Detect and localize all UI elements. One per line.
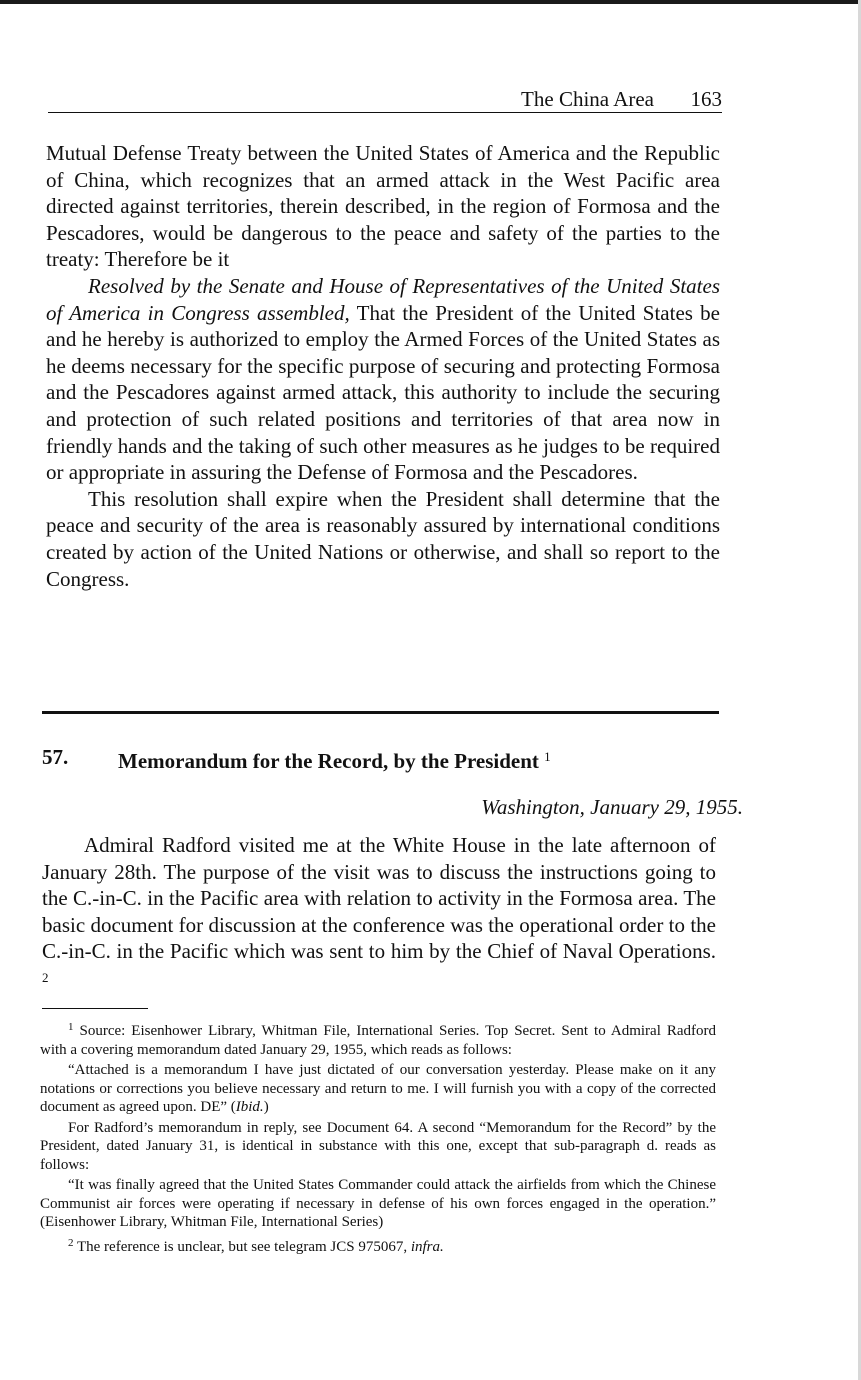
- resolved-text: That the President of the United States be and he hereby is authorized to employ the Armed Forces of the United States as he deems necessary for the specific purpose of securing and protecting Formosa and the Pescadores against armed attack, this authority to include the securing and protection of such related positions and territories of that area now in friendly hands and the taking of such other measures as he judges to be required or appropriate in assuring the Defense of Formosa and the Pescadores.: [46, 300, 721, 485]
- title-footnote-mark: 1: [544, 749, 551, 764]
- resolution-paragraph-2: [46, 273, 720, 486]
- memorandum-body: [42, 832, 716, 996]
- page-number: 163: [690, 87, 722, 111]
- dateline: Washington, January 29, 1955.: [481, 795, 743, 819]
- footnote-2: [40, 1234, 716, 1257]
- body-footnote-mark: 2: [42, 969, 49, 985]
- footnote-2-mark: 2: [68, 1236, 74, 1249]
- footnote-1-quote-1-text: “Attached is a memorandum I have just dictated of our conversation yesterday. Please make on it any notations or corrections you believe necessary and return to me. I will furnish you with a copy of the corrected document as agreed upon. DE” (: [40, 1062, 716, 1115]
- memorandum-paragraph: [42, 832, 716, 996]
- footnotes: [40, 1018, 716, 1258]
- document-number: 57.: [42, 745, 69, 769]
- footnote-1-mark: 1: [68, 1021, 74, 1033]
- resolved-clause: Resolved by the Senate and House of Representatives of the United States of America in Congress assembled,: [46, 273, 720, 325]
- resolution-paragraph-1: Mutual Defense Treaty between the United States of America and the Republic of China, which recognizes that an armed attack in the West Pacific area directed against territories, therein described, in the region of Formosa and the Pescadores, would be dangerous to the peace and safety of the parties to the treaty: Therefore be it: [46, 141, 720, 272]
- footnote-1-paragraph-2: For Radford’s memorandum in reply, see Document 64. A second “Memorandum for the Record” by the President, dated January 31, is identical in substance with this one, except that sub-paragraph d. reads as follows:: [40, 1119, 716, 1173]
- resolution-text: [46, 140, 720, 592]
- memorandum-text: Admiral Radford visited me at the White House in the late afternoon of January 28th. The purpose of the visit was to discuss the instructions going to the C.-in-C. in the Pacific area with relation to activity in the Formosa area. The basic document for discussion at the conference was the operational order to the C.-in-C. in the Pacific which was sent to him by the Chief of Naval Operations.: [42, 833, 716, 964]
- footnote-2-text: The reference is unclear, but see telegram JCS 975067,: [73, 1238, 411, 1255]
- infra: infra.: [410, 1238, 444, 1255]
- footnote-1-text: Source: Eisenhower Library, Whitman File, International Series. Top Secret. Sent to Admiral Radford with a covering memorandum dated January 29, 1955, which reads as follows:: [40, 1023, 716, 1058]
- running-header: [48, 86, 722, 113]
- footnote-rule: [42, 1008, 148, 1009]
- footnote-1-quote-2: “It was finally agreed that the United States Commander could attack the airfields from which the Chinese Communist air forces were operating if necessary in defense of his own forces engaged in the operation.” (Eisenhower Library, Whitman File, International Series): [40, 1177, 716, 1230]
- running-title: The China Area: [521, 87, 654, 111]
- document-title: [118, 743, 551, 775]
- ibid: Ibid.: [235, 1099, 264, 1115]
- footnote-1: [40, 1018, 716, 1059]
- resolution-paragraph-3: This resolution shall expire when the President shall determine that the peace and security of the area is reasonably assured by international conditions created by action of the United Nations or otherwise, and shall so report to the Congress.: [46, 486, 720, 591]
- footnote-1-quote-1: [40, 1061, 716, 1117]
- document-title-text: Memorandum for the Record, by the President: [118, 749, 539, 773]
- footnote-1-quote-1-end: ): [263, 1099, 269, 1115]
- page-top-edge: [0, 0, 861, 4]
- section-divider: [42, 711, 719, 714]
